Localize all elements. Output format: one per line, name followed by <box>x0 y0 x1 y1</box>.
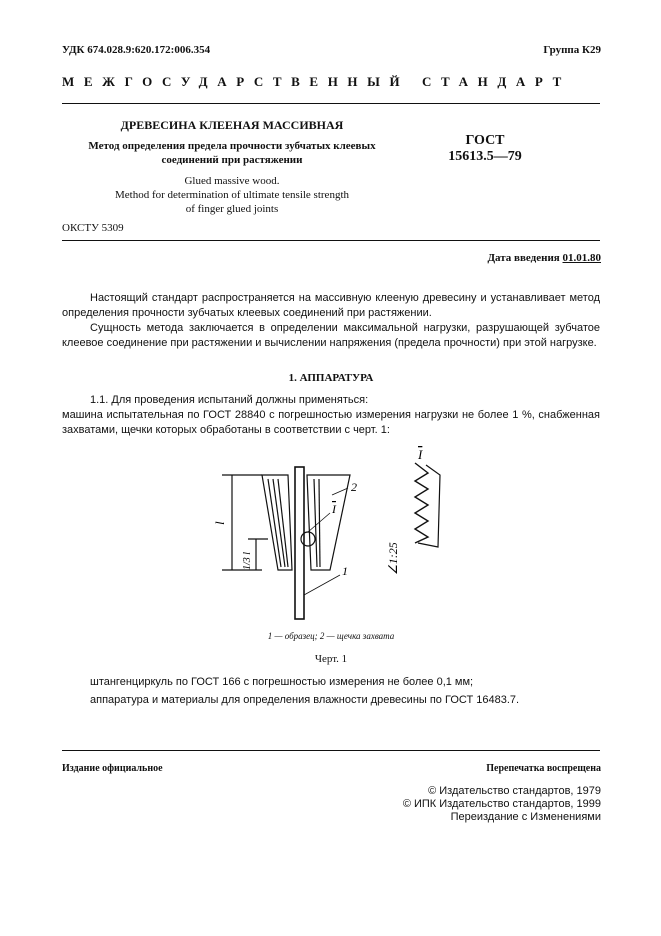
figure-caption: 1 — образец; 2 — щечка захвата <box>267 631 395 641</box>
label-1: 1 <box>342 564 348 578</box>
label-slope: ∠1:25 <box>386 542 400 575</box>
item-1-1: 1.1. Для проведения испытаний должны применяться: <box>90 394 369 406</box>
detail-circle <box>301 532 315 546</box>
item-test-machine: машина испытательная по ГОСТ 28840 с погрешностью измерения нагрузки не более 1 %, снабженная захватами, щечки которых обработаны в соответствии с черт. 1: <box>62 409 600 436</box>
figure-grip-drawing <box>210 445 460 630</box>
intro-date-value: 01.01.80 <box>562 252 601 264</box>
group-code: Группа К29 <box>543 44 601 56</box>
right-jaw-hatch-1 <box>314 479 317 567</box>
section-heading: 1. АППАРАТУРА <box>288 372 374 384</box>
gost-label: ГОСТ <box>465 133 505 148</box>
paragraph-essence: Сущность метода заключается в определении максимальной нагрузки, разрушающей зубчатое клеевое соединение при растяжении и вычислении напряжения (предела прочности) при этой нагрузке. <box>62 322 600 349</box>
intro-date <box>487 252 601 264</box>
copyright-block <box>403 785 601 824</box>
gost-number: 15613.5—79 <box>448 149 522 164</box>
item-moisture: аппаратура и материалы для определения влажности древесины по ГОСТ 16483.7. <box>90 694 520 706</box>
reprint-forbidden: Перепечатка воспрещена <box>486 763 601 774</box>
english-title <box>62 174 402 216</box>
right-jaw-hatch-2 <box>319 479 320 567</box>
udk-code: УДК 674.028.9:620.172:006.354 <box>62 44 211 56</box>
leader-1 <box>304 575 340 595</box>
figure-number: Черт. 1 <box>314 653 348 665</box>
document-title: ДРЕВЕСИНА КЛЕЕНАЯ МАССИВНАЯ <box>120 118 344 132</box>
label-I-circle: I <box>332 502 336 516</box>
english-title-line-3: of finger glued joints <box>185 203 279 215</box>
copyright-1979: © Издательство стандартов, 1979 <box>428 785 601 797</box>
title-divider <box>62 240 600 241</box>
standard-type-heading: МЕЖГОСУДАРСТВЕННЫЙ СТАНДАРТ <box>62 74 571 89</box>
detail-teeth-profile <box>415 463 428 543</box>
header-divider <box>62 103 600 104</box>
label-I-detail: I <box>418 447 423 462</box>
english-title-line-2: Method for determination of ultimate tensile strength <box>115 189 349 201</box>
copyright-1999: © ИПК Издательство стандартов, 1999 <box>402 798 601 810</box>
label-2: 2 <box>351 480 357 494</box>
reissue-note: Переиздание с Изменениями <box>450 811 601 823</box>
item-caliper: штангенциркуль по ГОСТ 166 с погрешностью измерения не более 0,1 мм; <box>90 676 474 688</box>
paragraph-scope: Настоящий стандарт распространяется на массивную клееную древесину и устанавливает метод определения прочности зубчатых клеевых соединений при растяжении. <box>62 292 600 319</box>
document-subtitle <box>62 139 402 167</box>
footer-divider <box>62 750 600 751</box>
label-third-l: 1/3 l <box>242 551 253 570</box>
gost-designation <box>430 133 540 165</box>
english-title-line-1: Glued massive wood. <box>184 175 280 187</box>
right-jaw <box>307 475 350 570</box>
subtitle-line-2: соединений при растяжении <box>161 154 303 166</box>
label-l: l <box>212 521 227 525</box>
subtitle-line-1: Метод определения предела прочности зубчатых клеевых <box>88 140 376 152</box>
intro-date-label: Дата введения <box>487 252 560 264</box>
left-jaw <box>262 475 292 570</box>
official-edition: Издание официальное <box>62 763 163 774</box>
okstu-code: ОКСТУ 5309 <box>62 222 124 234</box>
